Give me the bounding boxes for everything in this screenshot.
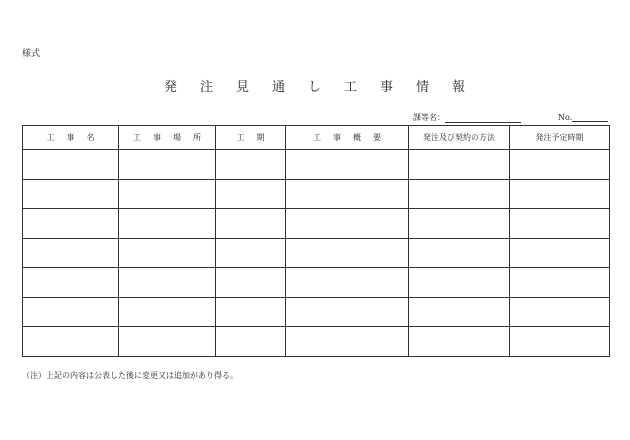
table-cell (286, 150, 409, 180)
header-scheduled-period: 発注予定時期 (510, 126, 610, 150)
table-row (23, 150, 610, 180)
table-cell (216, 268, 286, 298)
table-cell (286, 297, 409, 327)
header-construction-summary: 工 事 概 要 (286, 126, 409, 150)
table-cell (510, 297, 610, 327)
footnote: （注）上記の内容は公表した後に変更又は追加があり得る。 (22, 371, 238, 380)
header-construction-period: 工 期 (216, 126, 286, 150)
table-cell (409, 179, 510, 209)
header-contract-method: 発注及び契約の方法 (409, 126, 510, 150)
table-cell (409, 297, 510, 327)
title-char: 発 (163, 80, 178, 95)
title-char: 報 (452, 80, 467, 95)
construction-table (22, 125, 610, 357)
table-cell (216, 150, 286, 180)
table-cell (409, 150, 510, 180)
table-cell (409, 327, 510, 357)
table-cell (23, 327, 119, 357)
table-cell (510, 327, 610, 357)
department-field (413, 112, 521, 123)
title-char: 工 (344, 80, 359, 95)
title-char: 通 (271, 80, 286, 95)
table-cell (510, 268, 610, 298)
table-cell (119, 179, 216, 209)
table-cell (286, 209, 409, 239)
table-cell (119, 297, 216, 327)
table-cell (510, 238, 610, 268)
table-cell (510, 150, 610, 180)
title-char: 事 (380, 80, 395, 95)
table-cell (510, 209, 610, 239)
table-cell (23, 268, 119, 298)
table-cell (216, 238, 286, 268)
table-row (23, 179, 610, 209)
table-cell (216, 209, 286, 239)
table-cell (119, 209, 216, 239)
table-cell (119, 327, 216, 357)
table-cell (216, 179, 286, 209)
table-row (23, 238, 610, 268)
table-cell (23, 209, 119, 239)
number-field (558, 112, 608, 122)
table-cell (286, 268, 409, 298)
table-cell (510, 179, 610, 209)
title-char: 注 (199, 80, 214, 95)
header-construction-site: 工 事 場 所 (119, 126, 216, 150)
table-cell (216, 297, 286, 327)
table-cell (286, 238, 409, 268)
document-title (0, 76, 630, 95)
department-label: 課等名： (413, 113, 445, 122)
number-blank (572, 112, 608, 122)
table-cell (119, 238, 216, 268)
number-label: No. (558, 113, 573, 122)
table-cell (23, 297, 119, 327)
table-cell (119, 268, 216, 298)
header-construction-name: 工 事 名 (23, 126, 119, 150)
table-row (23, 209, 610, 239)
table-header-row (23, 126, 610, 150)
table-row (23, 327, 610, 357)
table-cell (409, 238, 510, 268)
table-cell (286, 179, 409, 209)
table-row (23, 268, 610, 298)
table-cell (409, 209, 510, 239)
form-label: 様式 (22, 49, 41, 59)
table-cell (23, 179, 119, 209)
title-char: 情 (416, 80, 431, 95)
title-char: し (307, 80, 322, 95)
table-cell (409, 268, 510, 298)
title-char: 見 (235, 80, 250, 95)
table-row (23, 297, 610, 327)
table-cell (216, 327, 286, 357)
department-blank (445, 113, 521, 123)
table-cell (23, 238, 119, 268)
table-cell (119, 150, 216, 180)
table-cell (286, 327, 409, 357)
table-cell (23, 150, 119, 180)
